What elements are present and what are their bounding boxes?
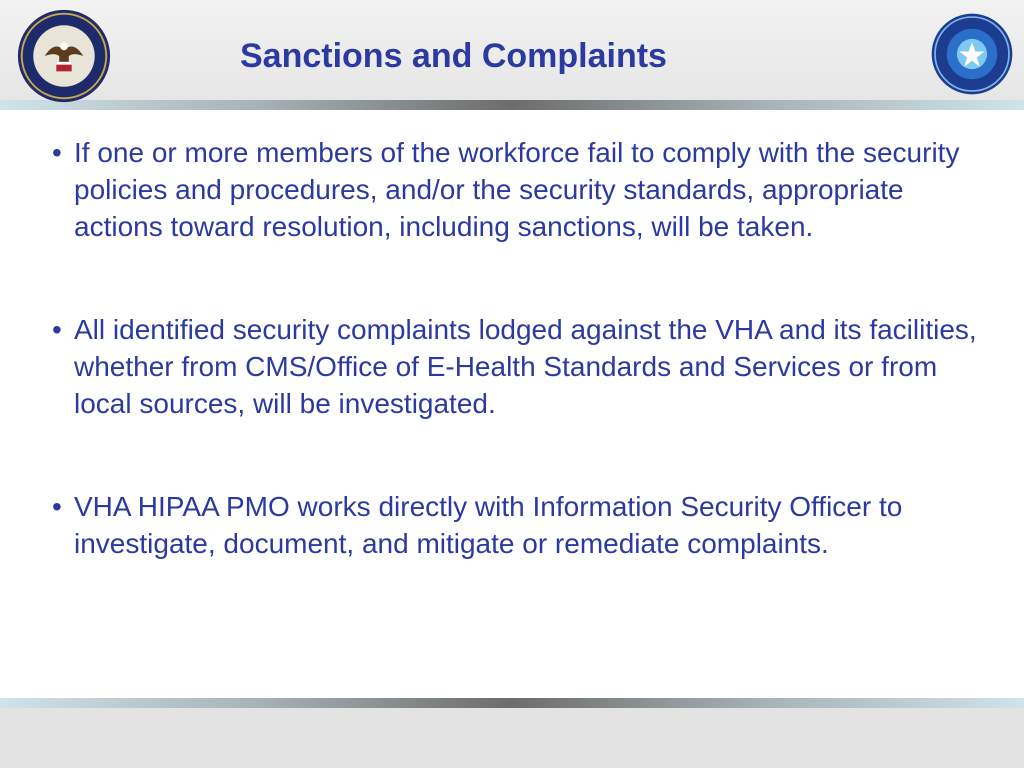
slide-title: Sanctions and Complaints <box>240 37 667 75</box>
bullet-marker: • <box>52 137 62 168</box>
bullet-item <box>52 134 982 245</box>
bullet-text: VHA HIPAA PMO works directly with Information Security Officer to investigate, document, and mitigate or remediate complaints. <box>74 491 903 559</box>
bullet-text: All identified security complaints lodged against the VHA and its facilities, whether from CMS/Office of E-Health Standards and Services or from local sources, will be investigated. <box>74 314 977 419</box>
footer-divider <box>0 698 1024 708</box>
bullet-item <box>52 311 982 422</box>
bullet-marker: • <box>52 491 62 522</box>
slide-body <box>52 134 982 628</box>
vha-cbo-seal-icon <box>930 12 1014 96</box>
bullet-text: If one or more members of the workforce fail to comply with the security policies and procedures, and/or the security standards, appropriate actions toward resolution, including sanctions, will be taken. <box>74 137 960 242</box>
header-divider <box>0 100 1024 110</box>
slide-footer <box>0 708 1024 768</box>
va-seal-icon <box>16 8 112 104</box>
bullet-marker: • <box>52 314 62 345</box>
bullet-item <box>52 488 982 562</box>
